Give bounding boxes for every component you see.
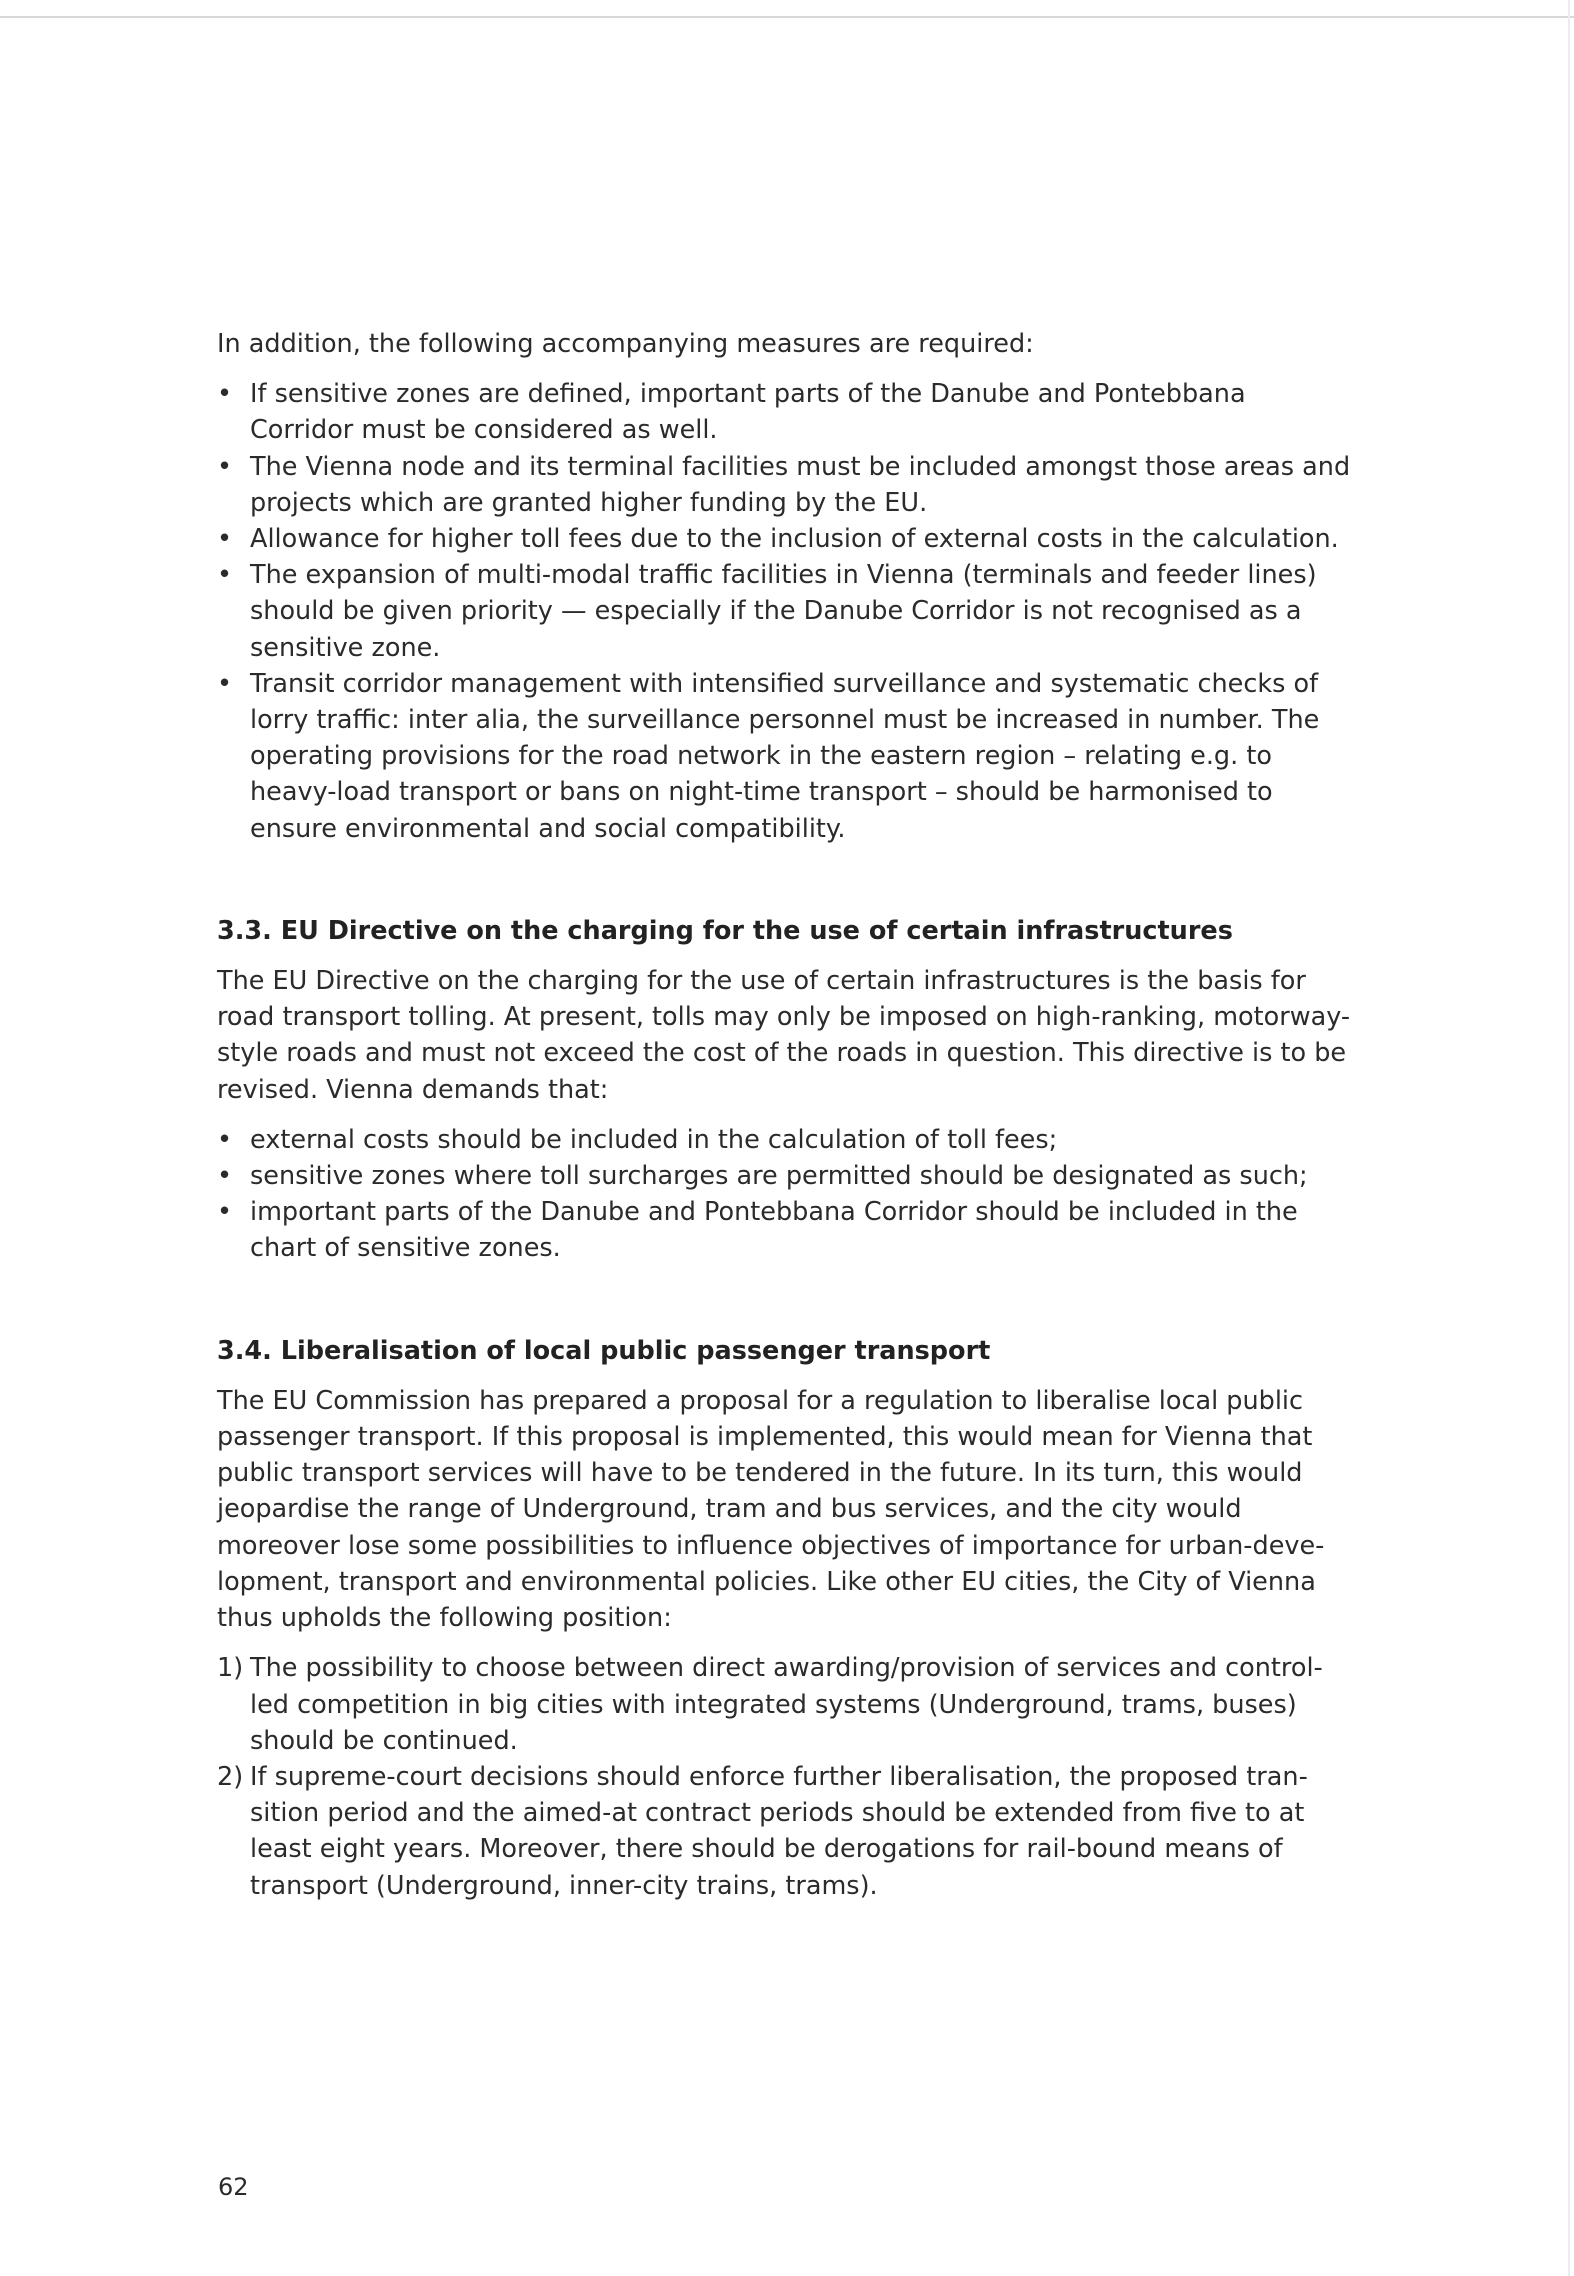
- list-item: • Allowance for higher toll fees due to the inclusion of external costs in the calculation.: [217, 521, 1352, 557]
- list-item: • Transit corridor management with intensified surveillance and systematic checks of lorry traffic: inter alia, the surveillance personnel must be increased in number. The operating provisions for the road network in the eastern region – relating e.g. to heavy-load transport or bans on night-time transport – should be harmonised to ensure environmental and social compatibility.: [217, 666, 1352, 847]
- page-number: 62: [218, 2173, 249, 2201]
- list-item: • sensitive zones where toll surcharges are permitted should be designated as such;: [217, 1158, 1352, 1194]
- list-item: [217, 1650, 1352, 1759]
- positions-list: [217, 1650, 1352, 1903]
- list-item: • The Vienna node and its terminal facilities must be included amongst those areas and projects which are granted higher funding by the EU.: [217, 449, 1352, 521]
- section-3-3-paragraph: The EU Directive on the charging for the use of certain infrastructures is the basis for road transport tolling. At present, tolls may only be imposed on high-ranking, motorway-style roads and must not exceed the cost of the roads in question. This directive is to be revised. Vienna demands that:: [217, 966, 1351, 1105]
- intro-paragraph: In addition, the following accompanying measures are required:: [217, 329, 1034, 359]
- demands-list: [217, 1122, 1352, 1267]
- top-rule: [0, 16, 1574, 18]
- list-item: • important parts of the Danube and Pontebbana Corridor should be included in the chart of sensitive zones.: [217, 1194, 1352, 1266]
- list-number: 1): [217, 1653, 244, 1684]
- list-item: • If sensitive zones are defined, important parts of the Danube and Pontebbana Corridor must be considered as well.: [217, 376, 1352, 448]
- list-number: 2): [217, 1761, 244, 1792]
- page-content: [217, 326, 1352, 1904]
- section-3-4-paragraph: The EU Commission has prepared a proposal for a regulation to liberalise local public passenger transport. If this proposal is implemented, this would mean for Vienna that public transport services will have to be tendered in the future. In its turn, this would jeopardise the range of Underground, tram and bus services, and the city would moreover lose some possibilities to influence objectives of importance for urban-development, transport and environmental policies. Like other EU cities, the City of Vienna thus upholds the following position:: [217, 1385, 1325, 1634]
- list-item: • The expansion of multi-modal traffic facilities in Vienna (terminals and feeder lines) should be given priority — especially if the Danube Corridor is not recognised as a sensitive zone.: [217, 557, 1352, 666]
- list-item-text: If supreme-court decisions should enforce further liberalisation, the proposed transition period and the aimed-at contract periods should be extended from five to at least eight years. Moreover, there should be derogations for rail-bound means of transport (Underground, inner-city trains, trams).: [250, 1761, 1308, 1901]
- list-item: [217, 1759, 1352, 1904]
- list-item: • external costs should be included in the calculation of toll fees;: [217, 1122, 1352, 1158]
- page-edge: [1568, 0, 1570, 2276]
- section-heading-3-3: 3.3. EU Directive on the charging for the use of certain infrastructures: [217, 915, 1233, 946]
- list-item-text: The possibility to choose between direct awarding/provision of services and controlled competition in big cities with integrated systems (Underground, trams, buses) should be continued.: [250, 1653, 1323, 1756]
- section-heading-3-4: 3.4. Liberalisation of local public passenger transport: [217, 1335, 991, 1366]
- measures-list: [217, 376, 1352, 847]
